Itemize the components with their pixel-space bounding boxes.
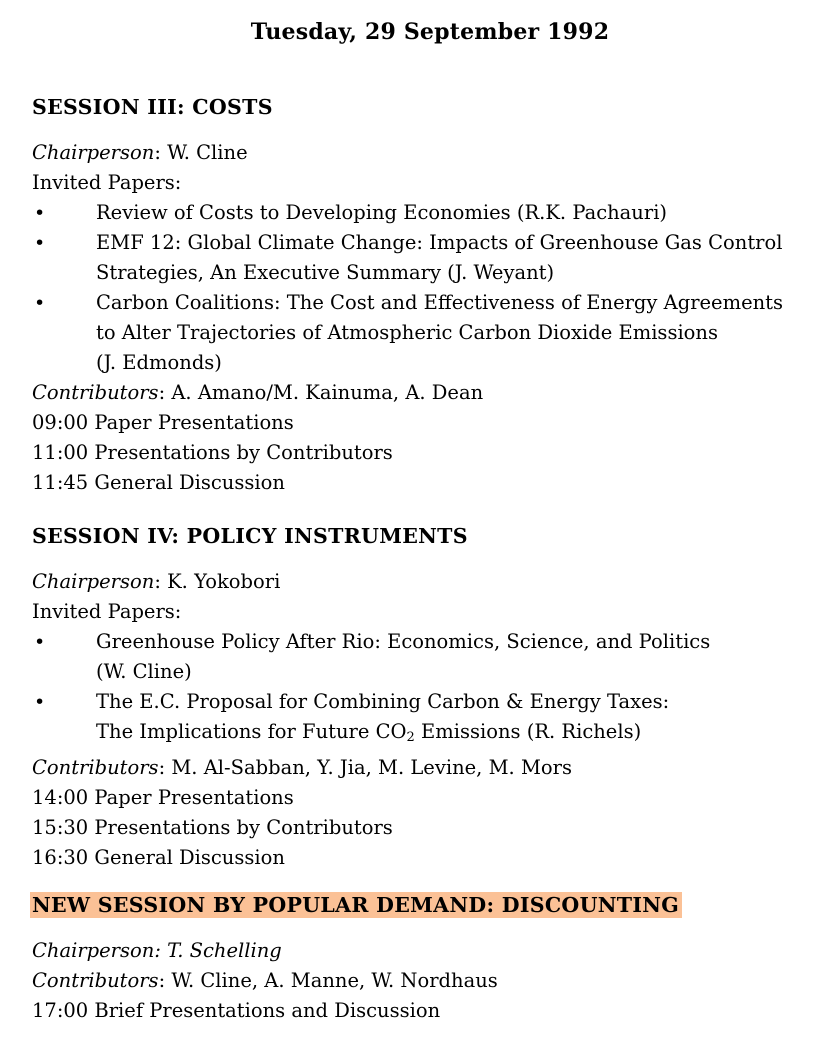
invited-papers-label: Invited Papers: — [32, 600, 182, 623]
contributors-names: M. Al-Sabban, Y. Jia, M. Levine, M. Mors — [171, 756, 572, 779]
chairperson-label: Chairperson — [32, 141, 155, 164]
subscript: 2 — [406, 730, 415, 745]
bullet-icon: • — [34, 631, 46, 653]
bullet-icon: • — [34, 691, 46, 713]
bullet-icon: • — [34, 232, 46, 254]
paper-item — [32, 687, 826, 753]
session-heading: SESSION IV: POLICY INSTRUMENTS — [32, 524, 468, 548]
chairperson-name: K. Yokobori — [167, 570, 281, 593]
schedule-item — [32, 783, 826, 813]
paper-line: Greenhouse Policy After Rio: Economics, Science, and Politics — [96, 630, 711, 653]
session-discounting — [32, 892, 826, 1026]
highlighted-heading: NEW SESSION BY POPULAR DEMAND: DISCOUNTING — [30, 892, 682, 918]
paper-line: Review of Costs to Developing Economies (R.K. Pachauri) — [96, 201, 668, 224]
schedule-time: 11:45 — [32, 471, 89, 494]
schedule-text: Presentations by Contributors — [94, 816, 393, 839]
schedule-time: 09:00 — [32, 411, 89, 434]
schedule-item — [32, 438, 826, 468]
chairperson-label: Chairperson — [32, 570, 155, 593]
schedule-time: 11:00 — [32, 441, 89, 464]
chairperson-line: Chairperson: W. Cline — [32, 141, 248, 164]
contributors-label: Contributors — [32, 969, 159, 992]
chairperson-line: Chairperson: K. Yokobori — [32, 570, 281, 593]
contributors-line: Contributors: M. Al-Sabban, Y. Jia, M. Levine, M. Mors — [32, 756, 572, 779]
schedule-item — [32, 843, 826, 873]
contributors-line: Contributors: A. Amano/M. Kainuma, A. Dean — [32, 381, 484, 404]
contributors-label: Contributors — [32, 756, 159, 779]
bullet-icon: • — [34, 292, 46, 314]
paper-item — [32, 288, 826, 378]
paper-item — [32, 228, 826, 288]
chairperson-name: W. Cline — [167, 141, 248, 164]
paper-line: (W. Cline) — [96, 660, 192, 683]
schedule-time: 17:00 — [32, 999, 89, 1022]
schedule-time: 15:30 — [32, 816, 89, 839]
paper-line: Strategies, An Executive Summary (J. Weyant) — [96, 261, 555, 284]
contributors-line: Contributors: W. Cline, A. Manne, W. Nordhaus — [32, 969, 498, 992]
paper-text: Emissions (R. Richels) — [414, 720, 642, 743]
chairperson-label: Chairperson — [32, 939, 155, 962]
chairperson-line: Chairperson: T. Schelling — [32, 939, 282, 962]
schedule-item — [32, 996, 826, 1026]
schedule-text: General Discussion — [94, 471, 285, 494]
schedule-time: 14:00 — [32, 786, 89, 809]
chairperson-name: T. Schelling — [167, 939, 282, 962]
session-heading-wrapper — [32, 892, 826, 918]
paper-line: The E.C. Proposal for Combining Carbon & Energy Taxes: — [96, 690, 670, 713]
schedule-text: General Discussion — [94, 846, 285, 869]
session-heading: SESSION III: COSTS — [32, 95, 273, 119]
schedule-text: Paper Presentations — [94, 786, 294, 809]
paper-line: EMF 12: Global Climate Change: Impacts of Greenhouse Gas Control — [96, 231, 783, 254]
schedule-time: 16:30 — [32, 846, 89, 869]
schedule-item — [32, 408, 826, 438]
paper-item — [32, 198, 826, 228]
session-iii — [32, 94, 826, 498]
paper-line: (J. Edmonds) — [96, 351, 222, 374]
invited-papers-label: Invited Papers: — [32, 171, 182, 194]
paper-line — [96, 717, 826, 753]
schedule-item — [32, 468, 826, 498]
contributors-names: A. Amano/M. Kainuma, A. Dean — [171, 381, 484, 404]
schedule-item — [32, 813, 826, 843]
schedule-text: Presentations by Contributors — [94, 441, 393, 464]
schedule-text: Paper Presentations — [94, 411, 294, 434]
contributors-label: Contributors — [32, 381, 159, 404]
schedule-text: Brief Presentations and Discussion — [94, 999, 441, 1022]
bullet-icon: • — [34, 202, 46, 224]
paper-line: Carbon Coalitions: The Cost and Effectiveness of Energy Agreements — [96, 291, 784, 314]
paper-item — [32, 627, 826, 687]
contributors-names: W. Cline, A. Manne, W. Nordhaus — [171, 969, 498, 992]
paper-line: to Alter Trajectories of Atmospheric Carbon Dioxide Emissions — [96, 321, 718, 344]
paper-text: The Implications for Future CO — [96, 720, 407, 743]
day-title: Tuesday, 29 September 1992 — [250, 19, 610, 45]
session-iv — [32, 523, 826, 873]
